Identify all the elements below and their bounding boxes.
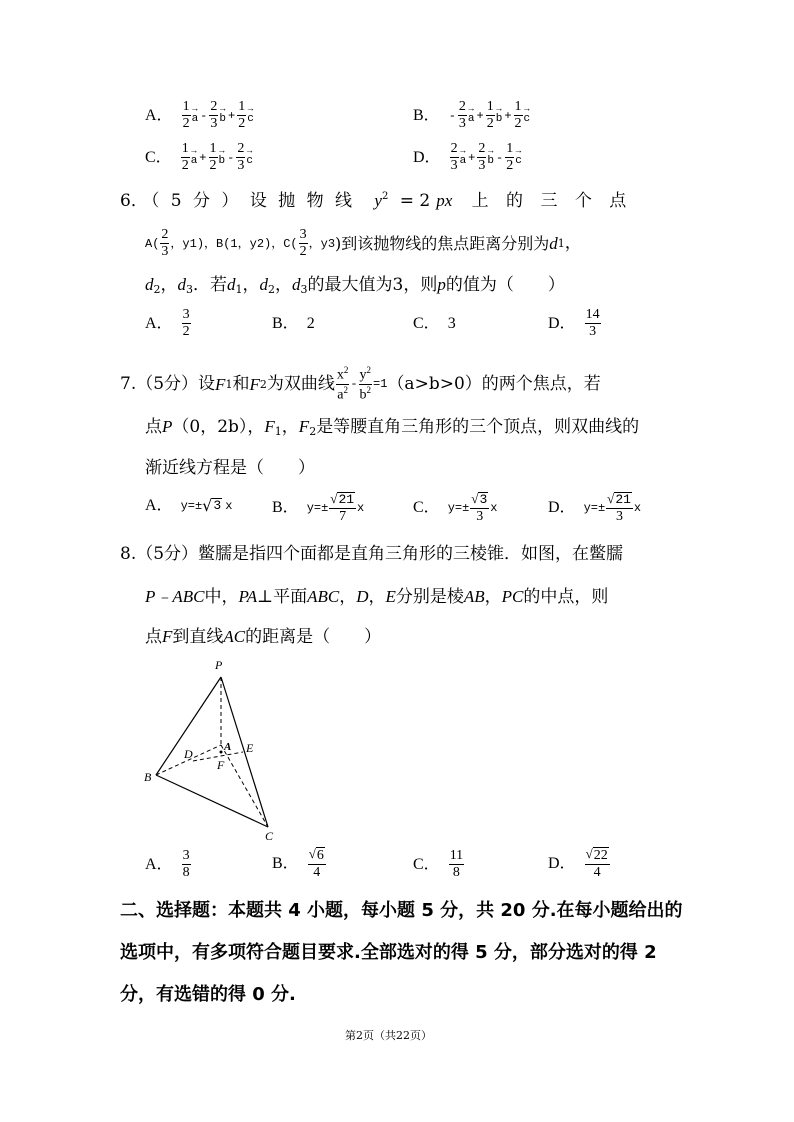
label-a: A: [224, 741, 232, 753]
q6-option-a[interactable]: A． $\frac{3}{2}$: [145, 307, 190, 339]
section-heading-line-3: 分，有选错的得 0 分.: [120, 984, 296, 1005]
option-label: B．: [413, 106, 440, 124]
q6-line-1: 6．（ 5 分 ） 设 抛 物 线 $y^2 = 2$ px 上 的 三 个 点: [120, 191, 633, 211]
q8-line-2: P﹣ABC中，PA⊥平面ABC，D，E分别是棱AB，PC的中点，则: [145, 587, 609, 607]
q5-option-d[interactable]: [413, 142, 523, 173]
q8-option-b[interactable]: B． √ 6 4: [272, 846, 324, 881]
vector-expression: - $\frac{2}{3}$ → a + $\frac{1}{2}$ → b + $\frac{1}{2}$ → c: [448, 99, 531, 131]
hyperbola-equation: $\frac{x^2}{a^2}$ - $\frac{y^2}{b^2}$ =1: [336, 365, 388, 403]
section-heading-line-1: 二、选择题：本题共 4 小题，每小题 5 分，共 20 分.在每小题给出的: [120, 900, 683, 921]
q6-option-b[interactable]: B． 2: [272, 315, 315, 332]
label-p: P: [215, 658, 223, 672]
q7-option-c[interactable]: C． y=± √ 3 3 x: [413, 491, 498, 525]
section-heading-line-2: 选项中，有多项符合题目要求.全部选对的得 5 分，部分选对的得 2: [120, 942, 657, 963]
vector-expression: $\frac{1}{2}$ → a - $\frac{2}{3}$ → b + $\frac{1}{2}$ → c: [182, 99, 254, 131]
label-f: F: [217, 758, 225, 772]
label-b: B: [144, 770, 152, 784]
q8-line-3: 点F到直线AC的距离是（ ）: [145, 627, 382, 647]
q5-option-c[interactable]: [145, 142, 254, 173]
label-e: E: [246, 741, 254, 755]
q7-line-2: 点P（0，2b），$F_1$，$F_2$是等腰直角三角形的三个顶点，则双曲线的: [145, 417, 640, 438]
q8-option-a[interactable]: A． $\frac{3}{8}$: [145, 848, 190, 880]
vector-expression: $\frac{2}{3}$ → a + $\frac{2}{3}$ → b - $\frac{1}{2}$ → c: [450, 141, 522, 173]
q5-option-a[interactable]: [145, 100, 255, 131]
edge-bc: [156, 775, 268, 827]
option-label: C．: [145, 148, 172, 166]
q8-option-c[interactable]: C． $\frac{11}{8}$: [413, 848, 464, 880]
label-c: C: [265, 829, 274, 843]
option-label: A．: [145, 106, 173, 124]
q7-line-3: 渐近线方程是（ ）: [145, 458, 315, 478]
q7-option-d[interactable]: D． y=± √ 21 3 x: [548, 491, 642, 525]
q8-option-d[interactable]: D． √ 22 4: [548, 846, 608, 881]
q6-line-3: $d_2$，$d_3$．若$d_1$，$d_2$，$d_3$的最大值为3，则p的值为（ ）: [145, 275, 565, 296]
page-footer: 第2页（共22页）: [345, 1029, 432, 1042]
q7-option-a[interactable]: A． y=± √ 3 x: [145, 496, 233, 515]
q6-option-c[interactable]: C． 3: [413, 315, 456, 332]
point-f: [220, 751, 223, 754]
tetrahedron-figure: [138, 655, 288, 845]
option-label: D．: [413, 148, 441, 166]
q8-line-1: 8.（5分）鳖臑是指四个面都是直角三角形的三棱锥．如图，在鳖臑: [120, 544, 624, 564]
q7-line-1: 7.（5分）设 F 1 和 F 2 为双曲线 $\frac{x^2}{a^2}$ - $\frac{y^2}{b^2}$ =1 （a>b>0）的两个焦点，若: [120, 365, 601, 403]
q6-option-d[interactable]: D． $\frac{14}{3}$: [548, 307, 600, 339]
vector-expression: $\frac{1}{2}$ → a + $\frac{1}{2}$ → b - $\frac{2}{3}$ → c: [181, 141, 253, 173]
label-d: D: [184, 747, 193, 761]
q5-option-b[interactable]: [413, 100, 531, 131]
q6-line-2: A( $\frac{2}{3}$ ，y 1 )，B(1，y 2 )，C( $\frac{3}{2}$ ，y 3 )到该抛物线的焦点距离分别为 d 1 ，: [145, 227, 582, 259]
question-number: 6: [120, 191, 131, 211]
edge-ac: [221, 745, 268, 827]
q7-option-b[interactable]: B． y=± √ 21 7 x: [272, 491, 365, 525]
